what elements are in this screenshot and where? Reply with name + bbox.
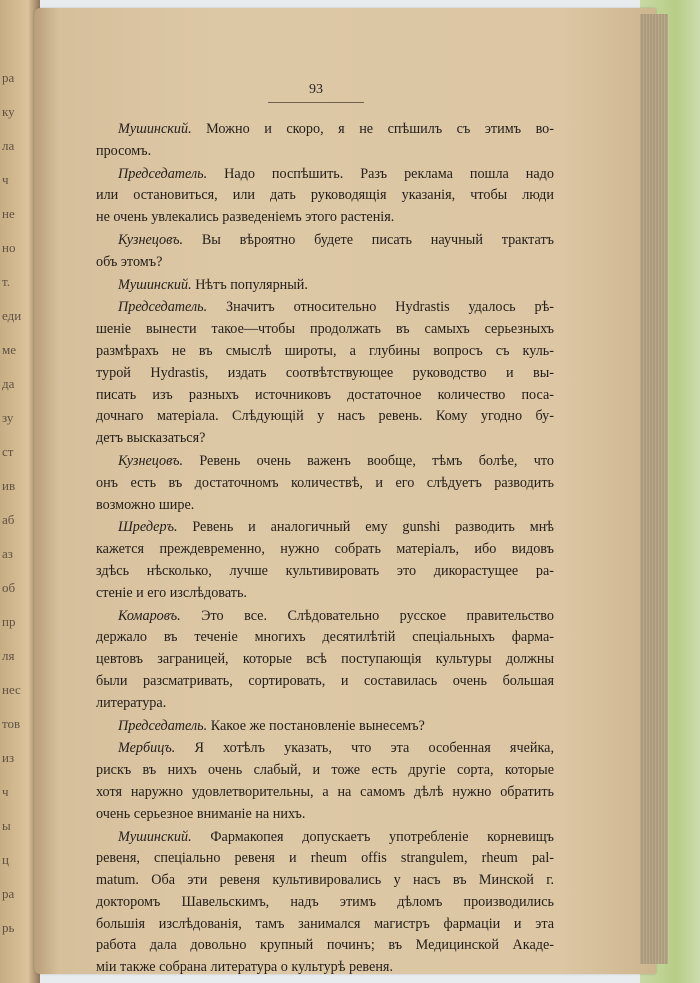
line-text: matum. Оба эти ревеня культивировались у насъ въ Минской г. — [96, 872, 554, 889]
text-line — [96, 760, 554, 782]
paragraph — [96, 738, 554, 825]
left-page-text-fragment: ра — [2, 886, 15, 901]
line-text: просомъ. — [96, 142, 152, 159]
text-line — [96, 804, 554, 826]
left-page-text-fragment: ку — [2, 104, 15, 119]
text-line — [96, 649, 554, 671]
line-text: Ревень очень важенъ вообще, тѣмъ болѣе, что — [183, 452, 554, 469]
line-text: литература. — [96, 694, 167, 711]
left-page-text-fragment: ив — [2, 478, 16, 493]
paragraph — [96, 606, 554, 715]
text-line — [96, 914, 554, 936]
speaker-name: Председатель. — [118, 717, 208, 734]
line-text: турой Hydrastis, издать соотвѣтствующее руководство и вы- — [96, 364, 554, 381]
text-line — [96, 561, 554, 583]
paragraph — [96, 451, 554, 516]
line-text: объ этомъ? — [96, 253, 163, 270]
speaker-name: Шредеръ. — [118, 519, 178, 536]
text-line — [96, 892, 554, 914]
page-body-text — [96, 118, 554, 979]
line-text: были разсматривать, сортировать, и составилась очень большая — [96, 672, 554, 689]
text-line — [96, 385, 554, 407]
left-page-text-fragment: пр — [2, 614, 16, 629]
line-text: хотя наружно удовлетворительны, а на самомъ дѣлѣ нужно обратить — [96, 783, 554, 800]
text-line — [96, 451, 554, 473]
text-line — [96, 848, 554, 870]
speaker-name: Комаровъ. — [118, 607, 181, 624]
speaker-name: Председатель. — [118, 165, 208, 182]
line-text: дочнаго матеріала. Слѣдующій у насъ ревень. Кому угодно бу- — [96, 408, 554, 425]
left-page-text-fragment: тов — [2, 716, 21, 731]
line-text: докторомъ Шавельскимъ, надъ этимъ дѣломъ производились — [96, 893, 554, 910]
left-page-text-fragment: аб — [2, 512, 15, 527]
left-page-text-fragment: ст — [2, 444, 14, 459]
text-line — [96, 782, 554, 804]
left-page-text-fragment: еди — [2, 308, 22, 323]
speaker-name: Мушинский. — [118, 121, 192, 137]
line-text: Фармакопея допускаетъ употребленіе корневищъ — [191, 828, 554, 845]
text-line — [96, 297, 554, 319]
line-text: стеніе и его изслѣдовать. — [96, 584, 247, 601]
left-page-text-fragment: ц — [2, 852, 9, 867]
text-line — [96, 275, 554, 297]
line-text: Значитъ относительно Hydrastis удалось рѣ- — [207, 299, 554, 316]
left-page-text-fragment: да — [2, 376, 15, 391]
line-text: очень серьезное вниманіе на нихъ. — [96, 805, 306, 822]
line-text: міи также собрана литература о культурѣ ревеня. — [96, 959, 393, 976]
text-line — [96, 406, 554, 428]
text-line — [96, 606, 554, 628]
speaker-name: Кузнецовъ. — [118, 231, 184, 248]
text-line — [96, 207, 554, 229]
line-text: или остановиться, или дать руководящія указанія, чтобы люди — [96, 187, 554, 204]
page-number: 93 — [309, 82, 323, 97]
line-text: большія изслѣдованія, тамъ занимался магистръ фармаціи и эта — [96, 915, 554, 932]
left-page-text-fragment: ы — [2, 818, 11, 833]
text-line — [96, 230, 554, 252]
header-rule — [268, 102, 364, 103]
line-text: Надо поспѣшить. Разъ реклама пошла надо — [207, 165, 554, 182]
speaker-name: Мушинский. — [118, 828, 192, 845]
line-text: Ревень и аналогичный ему gunshi разводить мнѣ — [177, 519, 554, 536]
text-line — [96, 141, 554, 163]
line-text: цевтовъ заграницей, которые всѣ поступающія культуры должны — [96, 651, 554, 668]
line-text: возможно шире. — [96, 496, 195, 513]
text-line — [96, 738, 554, 760]
left-page-text-fragment: ла — [2, 138, 15, 153]
speaker-name: Кузнецовъ. — [118, 452, 184, 469]
line-text: детъ высказаться? — [96, 430, 206, 447]
line-text: шеніе вынести такое—чтобы продолжать въ самыхъ серьезныхъ — [96, 321, 554, 338]
page-stack-edges — [640, 14, 668, 964]
paragraph — [96, 230, 554, 274]
line-text: Какое же постановленіе вынесемъ? — [207, 717, 425, 734]
line-text: работа дала довольно крупный починъ; въ Медицинской Акаде- — [96, 937, 554, 954]
left-page-text-fragment: рь — [2, 920, 15, 935]
text-line — [96, 495, 554, 517]
left-page-text-fragment: ч — [2, 784, 9, 799]
line-text: не очень увлекались разведеніемъ этого растенія. — [96, 209, 395, 226]
line-text: кажется преждевременно, нужно собрать матеріалъ, ибо видовъ — [96, 541, 554, 558]
paragraph — [96, 119, 554, 163]
speaker-name: Мушинский. — [118, 276, 192, 293]
line-text: размѣрахъ не въ смыслѣ широты, а глубины вопросъ съ куль- — [96, 342, 554, 359]
text-line — [96, 935, 554, 957]
paragraph — [96, 275, 554, 297]
left-page-text-fragment: т. — [2, 274, 10, 289]
paragraph — [96, 164, 554, 229]
paragraph — [96, 297, 554, 450]
text-line — [96, 827, 554, 849]
speaker-name: Мербицъ. — [118, 740, 176, 757]
left-page-text-fragment: но — [2, 240, 16, 255]
left-page-text-fragment: из — [2, 750, 15, 765]
left-page-text-fragment: аз — [2, 546, 13, 561]
left-page-text-fragment: не — [2, 206, 15, 221]
line-text: Нѣтъ популярный. — [191, 276, 308, 293]
text-line — [96, 319, 554, 341]
text-line — [96, 119, 554, 141]
left-page-text-fragment: ля — [2, 648, 15, 663]
paragraph — [96, 827, 554, 980]
left-page-text-fragment: ра — [2, 70, 15, 85]
text-line — [96, 473, 554, 495]
line-text: онъ есть въ достаточномъ количествѣ, и его слѣдуетъ разводить — [96, 474, 554, 491]
text-line — [96, 716, 554, 738]
paragraph — [96, 517, 554, 604]
text-line — [96, 671, 554, 693]
left-page-text-fragment: ме — [2, 342, 16, 357]
text-line — [96, 627, 554, 649]
line-text: здѣсь нѣсколько, лучше культивировать это дикорастущее ра- — [96, 562, 554, 579]
line-text: ревеня, спеціально ревеня и rheum offis strangulem, rheum pal- — [96, 850, 554, 867]
text-line — [96, 185, 554, 207]
text-line — [96, 341, 554, 363]
text-line — [96, 363, 554, 385]
paragraph — [96, 716, 554, 738]
line-text: Вы вѣроятно будете писать научный трактатъ — [183, 231, 554, 248]
left-page-text-fragment: об — [2, 580, 16, 595]
left-page-text-fragment: ч — [2, 172, 9, 187]
line-text: рискъ въ нихъ очень слабый, и тоже есть другіе сорта, которые — [96, 762, 554, 779]
text-line — [96, 164, 554, 186]
text-line — [96, 517, 554, 539]
speaker-name: Председатель. — [118, 299, 208, 316]
text-line — [96, 957, 554, 979]
line-text: Это все. Слѣдовательно русское правительство — [180, 607, 554, 624]
left-page-text-fragment: нес — [2, 682, 21, 697]
text-line — [96, 870, 554, 892]
left-page-text-fragment: зу — [2, 410, 14, 425]
line-text: держало въ теченіе многихъ десятилѣтій спеціальныхъ фарма- — [96, 629, 554, 646]
text-line — [96, 539, 554, 561]
text-line — [96, 583, 554, 605]
text-line — [96, 428, 554, 450]
line-text: Я хотѣлъ указать, что эта особенная ячейка, — [175, 740, 554, 757]
line-text: Можно и скоро, я не спѣшилъ съ этимъ во- — [191, 121, 554, 137]
text-line — [96, 693, 554, 715]
text-line — [96, 252, 554, 274]
line-text: писать изъ разныхъ источниковъ достаточное количество поса- — [96, 386, 554, 403]
